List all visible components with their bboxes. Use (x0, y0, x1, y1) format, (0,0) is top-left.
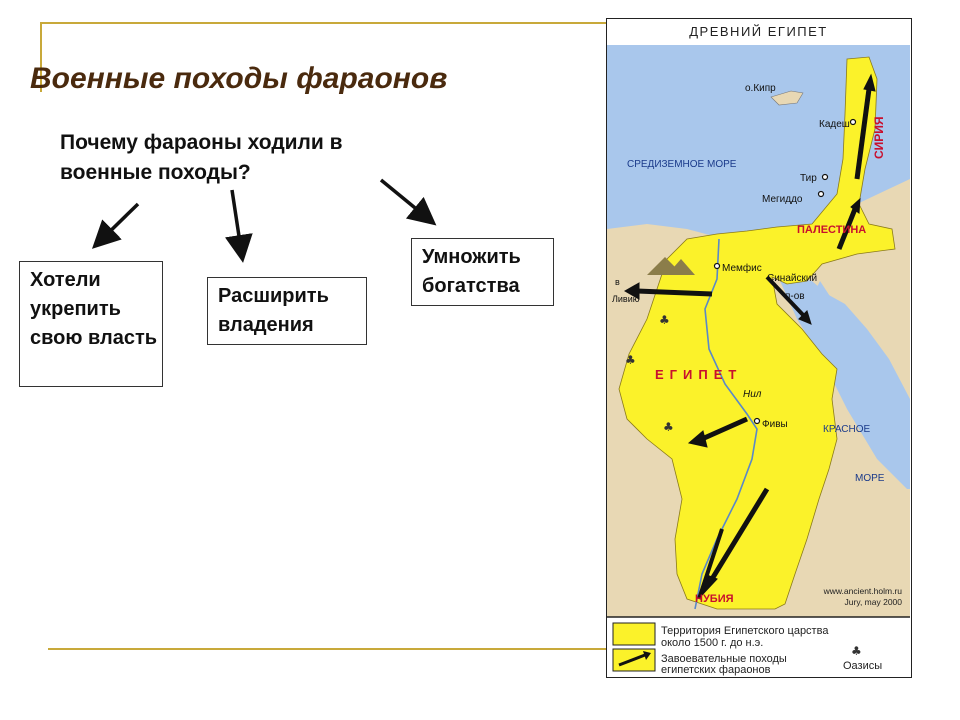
svg-text:♣: ♣ (659, 313, 670, 327)
arrow-to-answer-1 (97, 204, 138, 244)
label-red-sea-2: МОРЕ (855, 473, 885, 484)
label-nile: Нил (743, 389, 762, 400)
label-memphis: Мемфис (722, 263, 762, 274)
legend-oasis-icon: ♣ (851, 644, 862, 658)
map-drawing (607, 19, 910, 676)
label-kadesh: Кадеш (819, 119, 850, 130)
svg-text:♣: ♣ (663, 420, 674, 434)
answer-box-territory: Расширить владения (207, 277, 367, 345)
legend-territory-line-2: около 1500 г. до н.э. (661, 637, 764, 649)
label-mediterranean: СРЕДИЗЕМНОЕ МОРЕ (627, 159, 737, 170)
label-megiddo: Мегиддо (762, 194, 803, 205)
arrow-to-answer-2 (232, 190, 242, 256)
label-cyprus: о.Кипр (745, 83, 776, 94)
svg-text:♣: ♣ (625, 353, 636, 367)
slide-title: Военные походы фараонов (30, 62, 448, 95)
label-syria: СИРИЯ (872, 116, 886, 159)
question-text: Почему фараоны ходили в военные походы? (60, 131, 343, 184)
label-sinai-1: Синайский (767, 273, 818, 284)
answer-box-power: Хотели укрепить свою власть (19, 261, 163, 387)
label-tyre: Тир (800, 173, 817, 184)
label-sinai-2: п-ов (785, 291, 805, 302)
arrow-to-answer-3 (381, 180, 431, 221)
label-to-libya-2: Ливию (612, 294, 640, 304)
answer-box-wealth: Умножить богатства (411, 238, 554, 306)
legend-campaigns-line-2: египетских фараонов (661, 664, 771, 676)
legend-territory-line-1: Территория Египетского царства (661, 625, 829, 637)
label-to-libya-1: в (615, 277, 620, 287)
label-palestine: ПАЛЕСТИНА (797, 224, 867, 236)
legend-campaigns-line-1: Завоевательные походы (661, 653, 787, 665)
label-egypt: ЕГИПЕТ (655, 367, 743, 382)
credit-line-1: www.ancient.holm.ru (823, 586, 902, 596)
label-red-sea-1: КРАСНОЕ (823, 424, 871, 435)
legend-swatch-territory (613, 623, 655, 645)
ancient-egypt-map (606, 18, 912, 678)
label-nubia: НУБИЯ (695, 593, 734, 605)
legend-oases: Оазисы (843, 660, 883, 672)
map-title: ДРЕВНИЙ ЕГИПЕТ (689, 24, 828, 39)
credit-line-2: Jury, may 2000 (844, 597, 902, 607)
label-thebes: Фивы (762, 419, 788, 430)
